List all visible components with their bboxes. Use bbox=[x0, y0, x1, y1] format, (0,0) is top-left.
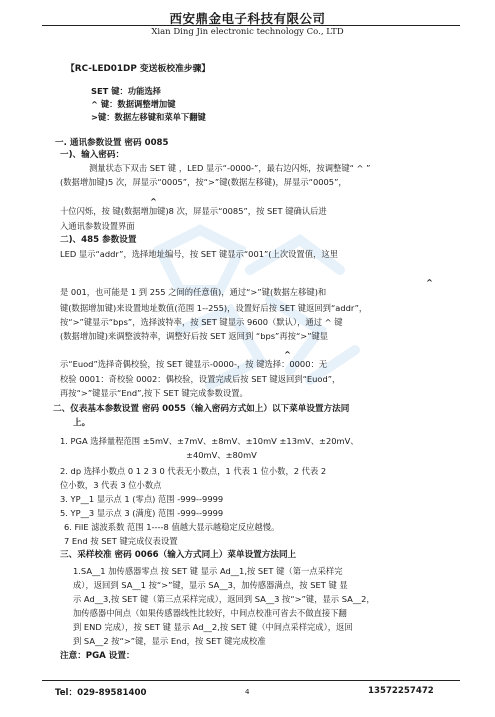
footer-tel: Tel：029-89581400 bbox=[55, 688, 147, 698]
s2-item-pga: 1. PGA 选择量程范围 ±5mV、±7mV、±8mV、±10mV ±13mV、±20mV、 bbox=[60, 436, 359, 446]
footer-rule bbox=[42, 680, 460, 681]
s1-p1-line3: 十位闪烁，按 键(数据增加键)8 次，屏显示“0085”，按 SET 键确认后进 bbox=[60, 206, 327, 216]
s3-line5: 到 END 完成），按 SET 键 显示 Ad__2,按 SET 键（中间点采样完成），返回 bbox=[73, 622, 353, 632]
up-caret-icon: ^ bbox=[150, 196, 157, 206]
s3-line6: 到 SA__2 按“>”键，显示 End，按 SET 键完成校准 bbox=[73, 636, 266, 646]
section2-title-cont: 上。 bbox=[73, 418, 91, 428]
company-name-cn: 西安鼎金电子科技有限公司 bbox=[169, 11, 326, 26]
s1-p2-line1: LED 显示“addr”，选择地址编号，按 SET 键显示“001”(上次设置值，这里 bbox=[60, 249, 338, 259]
s3-note: 注意：PGA 设置： bbox=[60, 651, 135, 661]
s1-p2-line8: 再按“>”键显示“End”,按下 SET 键完成参数设置。 bbox=[60, 388, 248, 398]
s2-item-dp-cont: 位小数，3 代表 3 位小数点 bbox=[60, 480, 162, 490]
company-name-en: Xian Ding Jin electronic technology Co., LTD bbox=[151, 27, 344, 37]
s3-line1: 1.SA__1 加传感器零点 按 SET 键 显示 Ad__1,按 SET 键（第一点采样完 bbox=[73, 566, 343, 576]
section1-title: 一. 通讯参数设置 密码 0085 bbox=[55, 138, 169, 148]
s1-p1-line4: 入通讯参数设置界面 bbox=[60, 221, 135, 231]
s3-line3: 示 Ad__3,按 SET 键（第三点采样完成），返回到 SA__3 按“>”键，显示 SA__2， bbox=[73, 594, 375, 604]
doc-title: 【RC-LED01DP 变送板校准步骤】 bbox=[66, 64, 211, 74]
key-right-desc: >键：数据左移键和菜单下翻键 bbox=[91, 112, 206, 122]
s2-item-end: 7 End 按 SET 键完成仪表设置 bbox=[64, 536, 178, 546]
s1-p1-line1: 测量状态下双击 SET 键 ，LED 显示“-0000-”，最右边闪烁，按调整键“ ^ ” bbox=[89, 163, 371, 173]
s1-p2-line4: 按“>”键显示“bps”，选择波特率，按 SET 键显示 9600（默认），通过 ^ 键 bbox=[60, 317, 343, 327]
footer-page-number: 4 bbox=[245, 688, 250, 696]
section1-sub2: 二)、485 参数设置 bbox=[60, 235, 137, 245]
s1-p2-line2: 是 001，也可能是 1 到 255 之间的任意值)，通过“>”键(数据左移键)和 bbox=[60, 287, 327, 297]
key-up-desc: ^ 键：数据调整增加键 bbox=[91, 99, 176, 109]
s3-line4: 加传感器中间点（如果传感器线性比较好，中间点校准可省去不做直接下翻 bbox=[73, 608, 347, 618]
s2-item-file: 6. FilE 滤波系数 范围 1----8 值越大显示越稳定反应越慢。 bbox=[64, 522, 280, 532]
s1-p2-line3: 键(数据增加键)来设置地址数值(范围 1--255)，设置好后按 SET 键返回到“addr”， bbox=[60, 303, 368, 313]
s2-item-yp1: 3. YP__1 显示点 1 (零点) 范围 -999--9999 bbox=[60, 494, 224, 504]
up-caret-icon: ^ bbox=[284, 349, 291, 359]
s2-item-yp3: 5. YP__3 显示点 3 (满度) 范围 -999--9999 bbox=[60, 508, 224, 518]
key-set-desc: SET 键：功能选择 bbox=[91, 86, 161, 96]
section1-sub1: 一)、输入密码： bbox=[60, 150, 125, 160]
s1-p2-line5: (数据增加键)来调整波特率，调整好后按 SET 返回到 “bps”再按“>”键显 bbox=[60, 331, 329, 341]
s3-line2: 成），返回到 SA__1 按“>”键，显示 SA__3，加传感器满点，按 SET 键 显 bbox=[73, 580, 348, 590]
s2-item-dp: 2. dp 选择小数点 0 1 2 3 0 代表无小数点，1 代表 1 位小数，2 代表 2 bbox=[60, 466, 327, 476]
section3-title: 三、采样校准 密码 0066（输入方式同上）菜单设置方法同上 bbox=[60, 550, 297, 560]
s1-p1-line2: (数据增加键)5 次，屏显示“0005”，按“>”键(数据左移键)，屏显示“0005”， bbox=[60, 177, 347, 187]
header-rule bbox=[42, 25, 460, 26]
s2-item-pga-cont: ±40mV、±80mV bbox=[186, 450, 257, 460]
s1-p2-line7: 校验 0001：奇校验 0002：偶校验，设置完成后按 SET 键返回到“Euod”， bbox=[60, 374, 341, 384]
up-caret-icon: ^ bbox=[426, 277, 433, 287]
s1-p2-line6: 示“Euod”选择奇偶校验，按 SET 键显示-0000-，按 键选择：0000：无 bbox=[60, 359, 328, 369]
footer-mobile: 13572257472 bbox=[368, 686, 434, 696]
section2-title: 二、仪表基本参数设置 密码 0055（输入密码方式如上）以下菜单设置方法同 bbox=[53, 404, 350, 414]
